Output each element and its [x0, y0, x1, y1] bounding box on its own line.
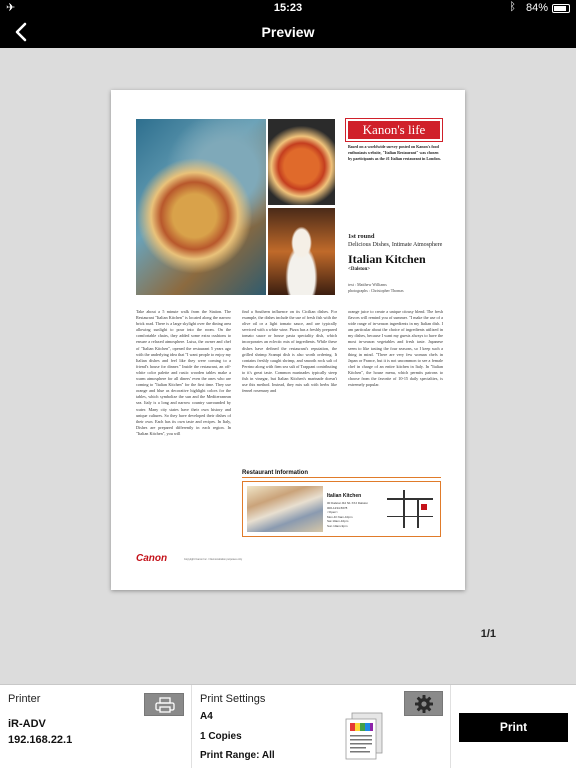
article-column-2: find a Southern influence on its Cicilian dishes. For example, the dishes include the use of fresh fish with the olive oil or a light tomato sauce, and are typically serviced with a white wine. Pizza has a freshly prepared tomato sauce or house pasta speciality dish, which incorporates an eclectic mix of ingredients. While these dishes have defined the restaurant's reputation, the grilled shrimp Scampi dish is also worth ordering. It contains freshly caught shrimp, and smooth rock salt of Perrino along with firm sea salt of Trappani contributing to it's great taste. Common marinades typically steep fish in vinegar, but Italian Kitchen's marinade doesn't use this method. Instead, they mix salt with herbs like fennel rosemary and: [242, 309, 337, 394]
restaurant-info-box: [242, 481, 441, 537]
page-title: Preview: [261, 24, 315, 40]
top-bar: [0, 0, 576, 48]
restaurant-name: Italian Kitchen: [327, 493, 362, 499]
location-map: [383, 486, 437, 532]
status-bar: [0, 0, 576, 16]
print-range-value: Print Range: All: [200, 750, 275, 761]
restaurant-details: [327, 501, 368, 528]
article-credits: [348, 282, 404, 294]
restaurant-hours-sun: Sun 10am-9pm: [327, 523, 348, 528]
chef-photo: [268, 208, 335, 295]
restaurant-interior-photo: [247, 486, 323, 532]
print-settings-section[interactable]: [192, 685, 451, 768]
print-button[interactable]: Print: [459, 713, 568, 742]
color-document-icon: [342, 707, 386, 763]
brand-logo: Kanon's life: [348, 121, 440, 139]
battery-level: [554, 6, 566, 11]
restaurant-phone: 000-1234-5678: [327, 505, 348, 510]
pasta-photo: [136, 119, 266, 295]
gear-icon: [414, 694, 434, 714]
intro-text: Based on a worldwide survey posted on Kanon's food enthusiasts website, "Italian Restaurant" was chosen by participants as the #1 Italian restaurant in London.: [348, 144, 441, 161]
restaurant-hours-weekday: Mon-Fri 6am-10pm: [327, 514, 353, 519]
airplane-mode-icon: ✈: [6, 2, 16, 14]
printer-section[interactable]: [0, 685, 192, 768]
settings-button[interactable]: [404, 691, 443, 716]
round-label: 1st round: [348, 233, 375, 240]
copies-value: 1 Copies: [200, 731, 242, 742]
restaurant-address: 00 Dalston Rd N1 XXJ Dalston: [327, 501, 369, 505]
printer-ip: 192.168.22.1: [8, 734, 73, 746]
map-road: [417, 498, 419, 528]
article-location: <Dalston>: [348, 267, 371, 272]
page-indicator: 1/1: [480, 628, 496, 640]
article-subtitle: Delicious Dishes, Intimate Atmosphere: [348, 242, 443, 248]
restaurant-info-heading: Restaurant Information: [242, 470, 441, 478]
map-marker-icon: [421, 504, 427, 510]
restaurant-hours-sat: Sat 10am-10pm: [327, 519, 349, 523]
status-time: 15:23: [273, 2, 303, 14]
credit-photo: photographs : Christopher Thomas: [348, 288, 404, 293]
map-road: [403, 490, 405, 528]
article-title: Italian Kitchen: [348, 252, 426, 266]
printer-name: iR-ADV: [8, 718, 46, 730]
canon-logo: Canon: [136, 553, 168, 564]
bluetooth-icon: ᛒ: [509, 1, 516, 13]
select-printer-button[interactable]: [144, 693, 184, 716]
pizza-photo: [268, 119, 335, 205]
paper-size-value: A4: [200, 711, 213, 722]
credit-text: text : Matthew Williams: [348, 282, 387, 287]
printer-label: Printer: [8, 693, 41, 705]
print-preview-page[interactable]: [111, 90, 465, 590]
restaurant-open-label: <Open>: [327, 510, 338, 514]
battery-percent: 84%: [525, 2, 548, 14]
map-road: [387, 516, 433, 517]
article-column-3: orange juice to create a unique citrusy blend. The fresh flavors will remind you of summer. "I make the use of a wide range of in-season ingredients in my Italian dish. I am particular about the choice of ingredients utilized in my dishes, because I want my guests always to have the most in-season vegetables and fresh taste. Japanese seem to like tasting the four seasons, so I keep such a thing in mind. "There are very few woman chefs in Japan or France, but it is not uncommon to see a female chef in charge of an entire kitchen in Italy. In "Italian Kitchen", the house menu, which permits patrons to choose from the favorite of 10-15 daily specialties, is extremely popular.: [348, 309, 443, 388]
printer-icon: [155, 697, 175, 713]
copyright-text: Copyright Canon Inc. / Demonstration purposes only: [184, 558, 243, 561]
article-column-1: Take about a 5 minute walk from the Station. The Restaurant "Italian Kitchen" is located along the narrow brick road. There is a large skylight over the dining area allowing sunlight to pour into the room. On the comfortable chairs, they added some extra cushions to ensure a relaxed atmosphere. Luisa, the owner and chef of "Italian Kitchen", opened the restaurant 5 years ago with the underlying idea that "I want people to enjoy my Italian dishes and feel like they were coming to a friend's house for dinner." Inside the restaurant, an off-white color palette and rustic wooden tables make a warm atmosphere for all diners' even the ones who are coming to "Italian Kitchen" for the first time. They use orange and blue as decorative highlight colors for the tables, which symbolize the sun and the Mediterranean sea. Italy is a long and narrow country surrounded by water. Many city states have their own history and unique cultures. So they have developed their dishes of their own. Each has its own taste and recipes. In Italy, Dishes are prepared differently in each region. In "Italian Kitchen", you will: [136, 309, 231, 436]
battery-icon: [552, 4, 570, 13]
map-road: [387, 498, 433, 500]
print-settings-label: Print Settings: [200, 693, 266, 705]
